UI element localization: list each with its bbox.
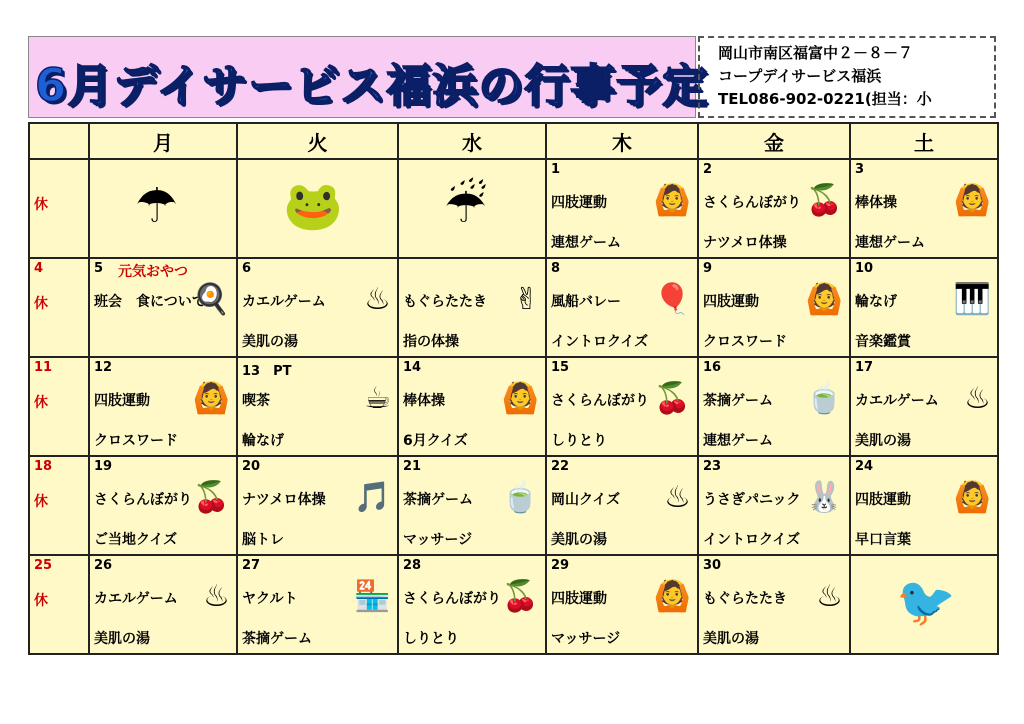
cell-inner — [90, 160, 236, 257]
illustration-icon: 🍒 — [805, 183, 843, 218]
cell-inner — [90, 556, 236, 653]
date-number: 25 — [34, 558, 53, 573]
date-number: 16 — [703, 360, 722, 375]
illustration-icon: 🙆 — [501, 381, 539, 416]
event-label: カエルゲーム — [94, 591, 178, 607]
day-cell — [89, 159, 237, 258]
date-number: 29 — [551, 558, 570, 573]
event-label: ヤクルト — [242, 591, 298, 607]
cell-inner — [238, 457, 397, 554]
event-label: もぐらたたき — [403, 294, 487, 310]
sunday-cell — [29, 159, 89, 258]
illustration-icon: ☔ — [444, 178, 488, 234]
event-label: イントロクイズ — [703, 532, 801, 548]
day-cell — [398, 555, 546, 654]
day-cell — [850, 159, 998, 258]
header-day: 木 — [546, 123, 698, 159]
day-cell — [398, 357, 546, 456]
event-label: 6月クイズ — [403, 433, 468, 449]
day-cell — [850, 555, 998, 654]
header-day: 水 — [398, 123, 546, 159]
day-cell — [398, 159, 546, 258]
illustration-icon: 🎹 — [953, 282, 991, 317]
address-line-1: 岡山市南区福富中２－８－７ — [718, 44, 914, 62]
cell-inner — [399, 259, 545, 356]
date-number: 20 — [242, 459, 261, 474]
illustration-icon: 🐰 — [805, 480, 843, 515]
day-cell — [237, 456, 398, 555]
day-cell — [89, 456, 237, 555]
date-number: 13 PT — [242, 364, 292, 379]
date-number: 6 — [242, 261, 252, 276]
cell-inner — [399, 556, 545, 653]
day-cell — [850, 456, 998, 555]
event-label: イントロクイズ — [551, 334, 649, 350]
date-number: 2 — [703, 162, 713, 177]
cell-inner — [851, 457, 997, 554]
illustration-icon: 🍵 — [501, 480, 539, 515]
illustration-icon: 🐦 — [896, 574, 956, 630]
event-label: 美肌の湯 — [551, 532, 607, 548]
cell-inner — [851, 259, 997, 356]
cell-inner — [851, 556, 997, 653]
header-sunday — [29, 123, 89, 159]
day-cell — [546, 258, 698, 357]
event-label: 輪なげ — [242, 433, 284, 449]
event-label: 美肌の湯 — [94, 631, 150, 647]
illustration-icon: 🍒 — [653, 381, 691, 416]
day-cell — [398, 456, 546, 555]
week-row — [29, 555, 998, 654]
cell-inner — [851, 358, 997, 455]
event-label: 美肌の湯 — [242, 334, 298, 350]
cell-inner — [90, 259, 236, 356]
day-cell — [237, 258, 398, 357]
address-box — [698, 36, 996, 118]
illustration-icon: ☕ — [364, 381, 391, 416]
calendar-table — [28, 122, 999, 655]
date-number: 24 — [855, 459, 874, 474]
event-label: 四肢運動 — [703, 294, 759, 310]
sunday-cell — [29, 357, 89, 456]
event-label: 四肢運動 — [551, 195, 607, 211]
event-label: マッサージ — [403, 532, 473, 548]
event-label: ご当地クイズ — [94, 532, 178, 548]
event-label: 脳トレ — [242, 532, 284, 548]
date-number: 3 — [855, 162, 865, 177]
event-label: さくらんぼがり — [403, 591, 501, 607]
date-number: 19 — [94, 459, 113, 474]
cell-inner — [699, 259, 849, 356]
date-number: 11 — [34, 360, 53, 375]
cell-inner — [399, 160, 545, 257]
sunday-cell — [29, 555, 89, 654]
illustration-icon: 🙆 — [805, 282, 843, 317]
illustration-icon: 🙆 — [653, 183, 691, 218]
event-label: 四肢運動 — [551, 591, 607, 607]
rest-label: 休 — [34, 296, 48, 312]
header-day: 土 — [850, 123, 998, 159]
week-row — [29, 357, 998, 456]
event-label: カエルゲーム — [855, 393, 939, 409]
day-cell — [698, 555, 850, 654]
event-label: ナツメロ体操 — [242, 492, 326, 508]
event-label: 連想ゲーム — [703, 433, 773, 449]
illustration-icon: ♨ — [964, 381, 991, 416]
event-label: カエルゲーム — [242, 294, 326, 310]
event-label: 茶摘ゲーム — [403, 492, 473, 508]
cell-inner — [547, 259, 697, 356]
day-cell — [546, 357, 698, 456]
illustration-icon: ♨ — [364, 282, 391, 317]
event-label: 棒体操 — [855, 195, 897, 211]
date-number: 23 — [703, 459, 722, 474]
event-label: もぐらたたき — [703, 591, 787, 607]
cell-inner — [547, 556, 697, 653]
event-label: うさぎパニック — [703, 492, 801, 508]
week-row — [29, 258, 998, 357]
address-line-3: TEL086-902-0221(担当：小 — [718, 90, 932, 108]
rest-label: 休 — [34, 494, 48, 510]
cell-inner — [30, 259, 88, 356]
event-label: さくらんぼがり — [703, 195, 801, 211]
illustration-icon: 🍒 — [501, 579, 539, 614]
cell-inner — [238, 358, 397, 455]
date-number: 28 — [403, 558, 422, 573]
date-number: 15 — [551, 360, 570, 375]
cell-inner — [547, 457, 697, 554]
day-cell — [698, 357, 850, 456]
event-label: 連想ゲーム — [551, 235, 621, 251]
cell-inner — [30, 358, 88, 455]
day-cell — [89, 258, 237, 357]
header-day: 月 — [89, 123, 237, 159]
weekday-header-row — [29, 123, 998, 159]
cell-inner — [547, 160, 697, 257]
day-cell — [89, 555, 237, 654]
event-label: 音楽鑑賞 — [855, 334, 911, 350]
date-number: 30 — [703, 558, 722, 573]
illustration-icon: 🐸 — [283, 178, 343, 234]
illustration-icon: 🍳 — [192, 282, 230, 317]
date-number: 10 — [855, 261, 874, 276]
day-cell — [237, 357, 398, 456]
day-cell — [546, 159, 698, 258]
day-cell — [698, 456, 850, 555]
sunday-cell — [29, 258, 89, 357]
event-label: 岡山クイズ — [551, 492, 621, 508]
date-number: 22 — [551, 459, 570, 474]
day-cell — [546, 555, 698, 654]
event-label: 美肌の湯 — [703, 631, 759, 647]
date-number: 9 — [703, 261, 713, 276]
cell-inner — [238, 160, 397, 257]
illustration-icon: 🙆 — [653, 579, 691, 614]
cell-inner — [699, 160, 849, 257]
event-label: マッサージ — [551, 631, 621, 647]
illustration-icon: ☂ — [135, 178, 179, 234]
illustration-icon: ♨ — [203, 579, 230, 614]
week-row — [29, 456, 998, 555]
day-cell — [698, 159, 850, 258]
date-number: 1 — [551, 162, 561, 177]
cell-inner — [30, 457, 88, 554]
cell-inner — [699, 358, 849, 455]
day-cell — [698, 258, 850, 357]
event-label: ナツメロ体操 — [703, 235, 787, 251]
day-cell — [89, 357, 237, 456]
event-label: クロスワード — [703, 334, 787, 350]
week-row — [29, 159, 998, 258]
day-cell — [546, 456, 698, 555]
date-number: 18 — [34, 459, 53, 474]
date-number: 17 — [855, 360, 874, 375]
illustration-icon: 🎈 — [653, 282, 691, 317]
address-line-2: コープデイサービス福浜 — [718, 67, 882, 85]
event-label: クロスワード — [94, 433, 178, 449]
header-day: 金 — [698, 123, 850, 159]
illustration-icon: 🍒 — [192, 480, 230, 515]
event-label: 早口言葉 — [855, 532, 911, 548]
event-label: 四肢運動 — [855, 492, 911, 508]
rest-label: 休 — [34, 593, 48, 609]
date-number: 8 — [551, 261, 561, 276]
illustration-icon: 🍵 — [805, 381, 843, 416]
event-label: 四肢運動 — [94, 393, 150, 409]
rest-label: 休 — [34, 395, 48, 411]
cell-inner — [30, 160, 88, 257]
cell-inner — [238, 556, 397, 653]
illustration-icon: 🙆 — [953, 183, 991, 218]
cell-inner — [399, 358, 545, 455]
event-label: さくらんぼがり — [551, 393, 649, 409]
illustration-icon: 🎵 — [353, 480, 391, 515]
date-number: 12 — [94, 360, 113, 375]
event-label: 茶摘ゲーム — [703, 393, 773, 409]
cell-inner — [547, 358, 697, 455]
cell-inner — [699, 457, 849, 554]
cell-inner — [699, 556, 849, 653]
cell-inner — [90, 457, 236, 554]
event-label: 輪なげ — [855, 294, 897, 310]
sunday-cell — [29, 456, 89, 555]
event-label: 茶摘ゲーム — [242, 631, 312, 647]
event-label: さくらんぼがり — [94, 492, 192, 508]
date-number: 5 — [94, 261, 104, 276]
cell-inner — [851, 160, 997, 257]
rest-label: 休 — [34, 197, 48, 213]
day-cell — [237, 159, 398, 258]
illustration-icon: 🙆 — [953, 480, 991, 515]
special-note: 元気おやつ — [118, 264, 188, 280]
illustration-icon: ♨ — [664, 480, 691, 515]
event-label: 班会 食について — [94, 294, 206, 310]
cell-inner — [238, 259, 397, 356]
cell-inner — [90, 358, 236, 455]
cell-inner — [30, 556, 88, 653]
event-label: しりとり — [551, 433, 607, 449]
illustration-icon: ♨ — [816, 579, 843, 614]
page-title: 6月デイサービス福浜の行事予定 — [35, 59, 709, 112]
event-label: 風船バレー — [551, 294, 621, 310]
date-number: 27 — [242, 558, 261, 573]
date-number: 14 — [403, 360, 422, 375]
date-number: 26 — [94, 558, 113, 573]
event-label: 喫茶 — [242, 393, 270, 409]
event-label: 連想ゲーム — [855, 235, 925, 251]
day-cell — [398, 258, 546, 357]
event-label: 美肌の湯 — [855, 433, 911, 449]
day-cell — [850, 357, 998, 456]
illustration-icon: 🙆 — [192, 381, 230, 416]
date-number: 4 — [34, 261, 44, 276]
illustration-icon: ✌ — [513, 282, 539, 317]
day-cell — [237, 555, 398, 654]
header-day: 火 — [237, 123, 398, 159]
event-label: 指の体操 — [403, 334, 459, 350]
cell-inner — [399, 457, 545, 554]
illustration-icon: 🏪 — [353, 579, 391, 614]
date-number: 21 — [403, 459, 422, 474]
event-label: 棒体操 — [403, 393, 445, 409]
title-banner — [28, 36, 709, 118]
event-label: しりとり — [403, 631, 459, 647]
day-cell — [850, 258, 998, 357]
